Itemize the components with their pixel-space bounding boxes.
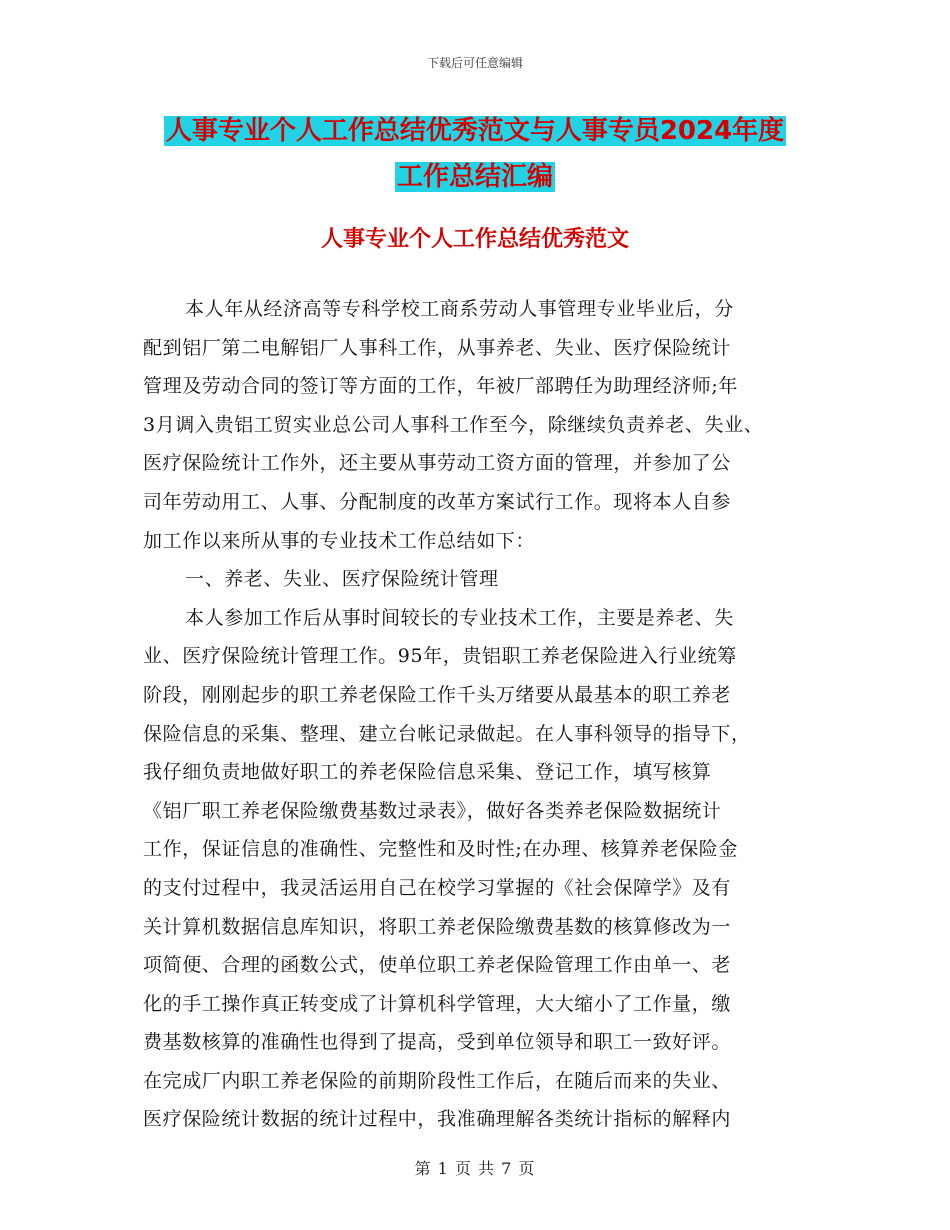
body-text <box>143 290 833 1139</box>
paragraph-line: 关计算机数据信息库知识，将职工养老保险缴费基数的核算修改为一 <box>143 915 732 938</box>
document-title-line-1: 人事专业个人工作总结优秀范文与人事专员2024年度 <box>165 116 785 146</box>
paragraph-line: 配到铝厂第二电解铝厂人事科工作，从事养老、失业、医疗保险统计 <box>143 336 732 359</box>
paragraph-line: 医疗保险统计工作外，还主要从事劳动工资方面的管理，并参加了公 <box>143 452 732 475</box>
paragraph-line: 3月调入贵铝工贸实业总公司人事科工作至今，除继续负责养老、失业、 <box>143 413 764 436</box>
paragraph-line: 工作，保证信息的准确性、完整性和及时性;在办理、核算养老保险金 <box>143 838 739 861</box>
paragraph-line: 我仔细负责地做好职工的养老保险信息采集、登记工作，填写核算 <box>143 761 712 784</box>
paragraph-line: 阶段，刚刚起步的职工养老保险工作千头万绪要从最基本的职工养老 <box>143 683 732 706</box>
paragraph-line: 加工作以来所从事的专业技术工作总结如下： <box>143 529 536 552</box>
paragraph-line: 化的手工操作真正转变成了计算机科学管理，大大缩小了工作量，缴 <box>143 992 732 1015</box>
document-title-line-2: 工作总结汇编 <box>396 162 553 192</box>
paragraph-line: 项简便、合理的函数公式，使单位职工养老保险管理工作由单一、老 <box>143 954 732 977</box>
section-title: 人事专业个人工作总结优秀范文 <box>320 227 629 252</box>
paragraph-line: 业、医疗保险统计管理工作。95年，贵铝职工养老保险进入行业统筹 <box>143 645 737 668</box>
paragraph-line: 在完成厂内职工养老保险的前期阶段性工作后，在随后而来的失业、 <box>143 1069 732 1092</box>
document-title <box>0 108 950 200</box>
paragraph-line: 《铝厂职工养老保险缴费基数过录表》，做好各类养老保险数据统计 <box>143 799 722 822</box>
paragraph-line: 本人参加工作后从事时间较长的专业技术工作，主要是养老、失 <box>185 606 734 629</box>
paragraph-line: 本人年从经济高等专科学校工商系劳动人事管理专业毕业后，分 <box>185 298 734 320</box>
paragraph-line: 的支付过程中，我灵活运用自己在校学习掌握的《社会保障学》及有 <box>143 876 732 899</box>
paragraph-line: 医疗保险统计数据的统计过程中，我准确理解各类统计指标的解释内 <box>143 1108 732 1131</box>
paragraph-line: 司年劳动用工、人事、分配制度的改革方案试行工作。现将本人自参 <box>143 490 732 513</box>
subheading-line: 一、养老、失业、医疗保险统计管理 <box>185 568 499 591</box>
paragraph-line: 保险信息的采集、整理、建立台帐记录做起。在人事科领导的指导下， <box>143 722 751 745</box>
page-footer: 第 1 页 共 7 页 <box>414 1159 536 1178</box>
paragraph-line: 费基数核算的准确性也得到了提高，受到单位领导和职工一致好评。 <box>143 1031 732 1054</box>
header-note: 下载后可任意编辑 <box>426 56 523 70</box>
paragraph-line: 管理及劳动合同的签订等方面的工作，年被厂部聘任为助理经济师;年 <box>143 375 739 398</box>
